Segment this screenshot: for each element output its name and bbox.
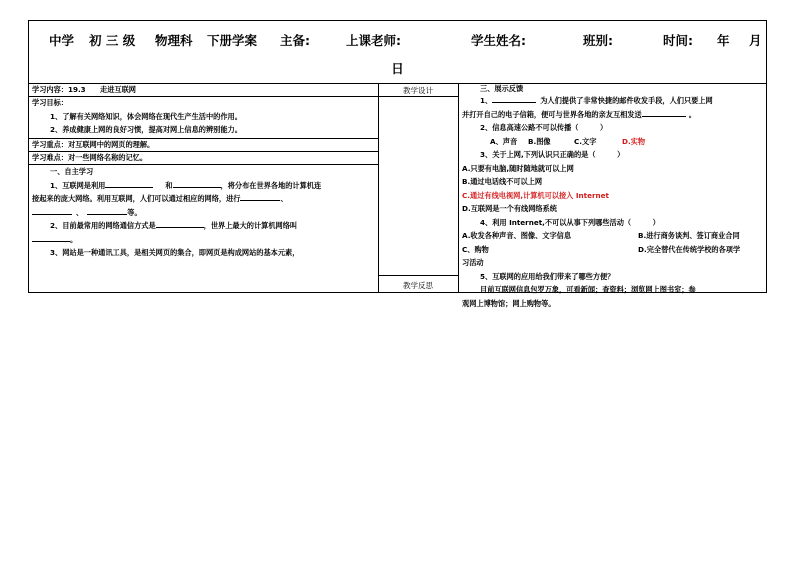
- r-question-1-line2: 并打开自己的电子信箱，便可与世界各地的亲友互相发送 。: [462, 109, 696, 119]
- r-question-1-line1: 1、 为人们提供了非常快捷的邮件收发手段，人们只要上网: [480, 96, 713, 105]
- option-d: D.完全替代在传统学校的各项学: [638, 244, 741, 254]
- r-question-4-d-cont: 习活动: [462, 258, 484, 267]
- r-question-4-cd: [462, 243, 762, 257]
- volume-label: 下册学案: [207, 33, 258, 48]
- blank[interactable]: [32, 208, 72, 215]
- grade-label: 初 三 级: [89, 33, 136, 48]
- blank[interactable]: [32, 235, 70, 242]
- year-label: 年: [717, 33, 730, 48]
- goal-2: 2、养成健康上网的良好习惯，提高对网上信息的辨别能力。: [50, 125, 242, 134]
- r-answer-5-line2: 观网上博物馆；网上购物等。: [462, 298, 556, 308]
- question-1-line2: 接起来的庞大网络。利用互联网，人们可以通过相应的网络，进行 、: [32, 194, 288, 203]
- section-1-title: 一、自主学习: [50, 167, 94, 176]
- blank[interactable]: [105, 181, 153, 188]
- option-a: A、声音: [490, 136, 518, 146]
- r-question-2-options: [462, 135, 762, 149]
- header: [29, 21, 766, 84]
- goal-1: 1、了解有关网络知识，体会网络在现代生产生活中的作用。: [50, 111, 242, 121]
- design-header-row: [378, 83, 458, 97]
- blank[interactable]: [173, 181, 221, 188]
- r-question-4: 4、利用 Internet,不可以从事下列哪些活动（ ）: [480, 217, 660, 227]
- r-question-3-d: D.互联网是一个有线网络系统: [462, 204, 557, 213]
- school-label: 中学: [49, 33, 75, 48]
- content-label: 学习内容：19.3 走进互联网: [32, 85, 136, 94]
- blank[interactable]: [87, 208, 127, 215]
- r-answer-5-line1: 目前互联网信息包罗万象，可看新闻；查资料；浏览网上图书室；参: [480, 285, 696, 294]
- left-column: [29, 83, 379, 292]
- option-b: B.图像: [528, 136, 551, 146]
- blank[interactable]: [240, 194, 280, 201]
- option-c: C、购物: [462, 244, 489, 254]
- goals-label: 学习目标：: [32, 98, 68, 107]
- r-question-3-c: C.通过有线电视网,计算机可以接入 Internet: [462, 190, 609, 200]
- mid-column: [378, 83, 459, 292]
- r-question-5: 5、互联网的应用给我们带来了哪些方便？: [480, 271, 615, 281]
- goals-row: [29, 96, 378, 139]
- r-question-4-ab: [462, 229, 762, 243]
- section-3-title: 三、展示反馈: [480, 84, 524, 93]
- difficulty: 学习难点：对一些网络名称的记忆。: [32, 153, 148, 162]
- r-question-3-b: B.通过电话线不可以上网: [462, 177, 543, 186]
- question-2-line2: 。: [32, 233, 374, 247]
- class-label: 班别:: [583, 33, 613, 48]
- blank[interactable]: [642, 110, 686, 117]
- option-d: D.实物: [622, 136, 646, 146]
- r-question-3: 3、关于上网,下列认识只正确的是（ ）: [480, 150, 625, 159]
- lesson-plan-table: [28, 20, 767, 308]
- feedback-section: [462, 83, 762, 310]
- right-column: [458, 83, 766, 308]
- header-line2: 日: [391, 61, 404, 76]
- blank[interactable]: [156, 221, 204, 228]
- month-label: 月: [749, 33, 762, 48]
- key-point-row: [29, 138, 378, 152]
- blank[interactable]: [492, 96, 536, 103]
- subject-label: 物理科: [155, 33, 193, 48]
- reflection-row: [378, 275, 458, 295]
- question-3: 3、网站是一种通讯工具，是相关网页的集合，即网页是构成网站的基本元素，: [50, 248, 300, 257]
- difficulty-row: [29, 151, 378, 165]
- option-c: C.文字: [574, 136, 597, 146]
- time-label: 时间:: [663, 33, 693, 48]
- reflection-label: 教学反思: [403, 281, 433, 290]
- student-name-label: 学生姓名:: [471, 33, 526, 48]
- teacher-label: 上课老师:: [346, 33, 401, 48]
- content-row: [29, 83, 378, 97]
- question-1-line3: 、 等。: [32, 206, 374, 220]
- key-point: 学习重点：对互联网中的网页的理解。: [32, 140, 155, 149]
- option-a: A.收发各种声音、图像、文字信息: [462, 231, 572, 240]
- question-1-line1: 1、互联网是利用 和 ，将分布在世界各地的计算机连: [50, 180, 322, 190]
- r-question-3-a: A.只要有电脑,随时随地就可以上网: [462, 163, 574, 173]
- r-question-2: 2、信息高速公路不可以传播（ ）: [480, 123, 608, 132]
- design-label: 教学设计: [403, 86, 433, 95]
- question-2-line1: 2、目前最常用的网络通信方式是 ，世界上最大的计算机网络叫: [50, 221, 298, 230]
- option-b: B.进行商务谈判、签订商业合同: [638, 231, 740, 240]
- self-study-section: [32, 165, 374, 260]
- preparer-label: 主备:: [280, 33, 310, 48]
